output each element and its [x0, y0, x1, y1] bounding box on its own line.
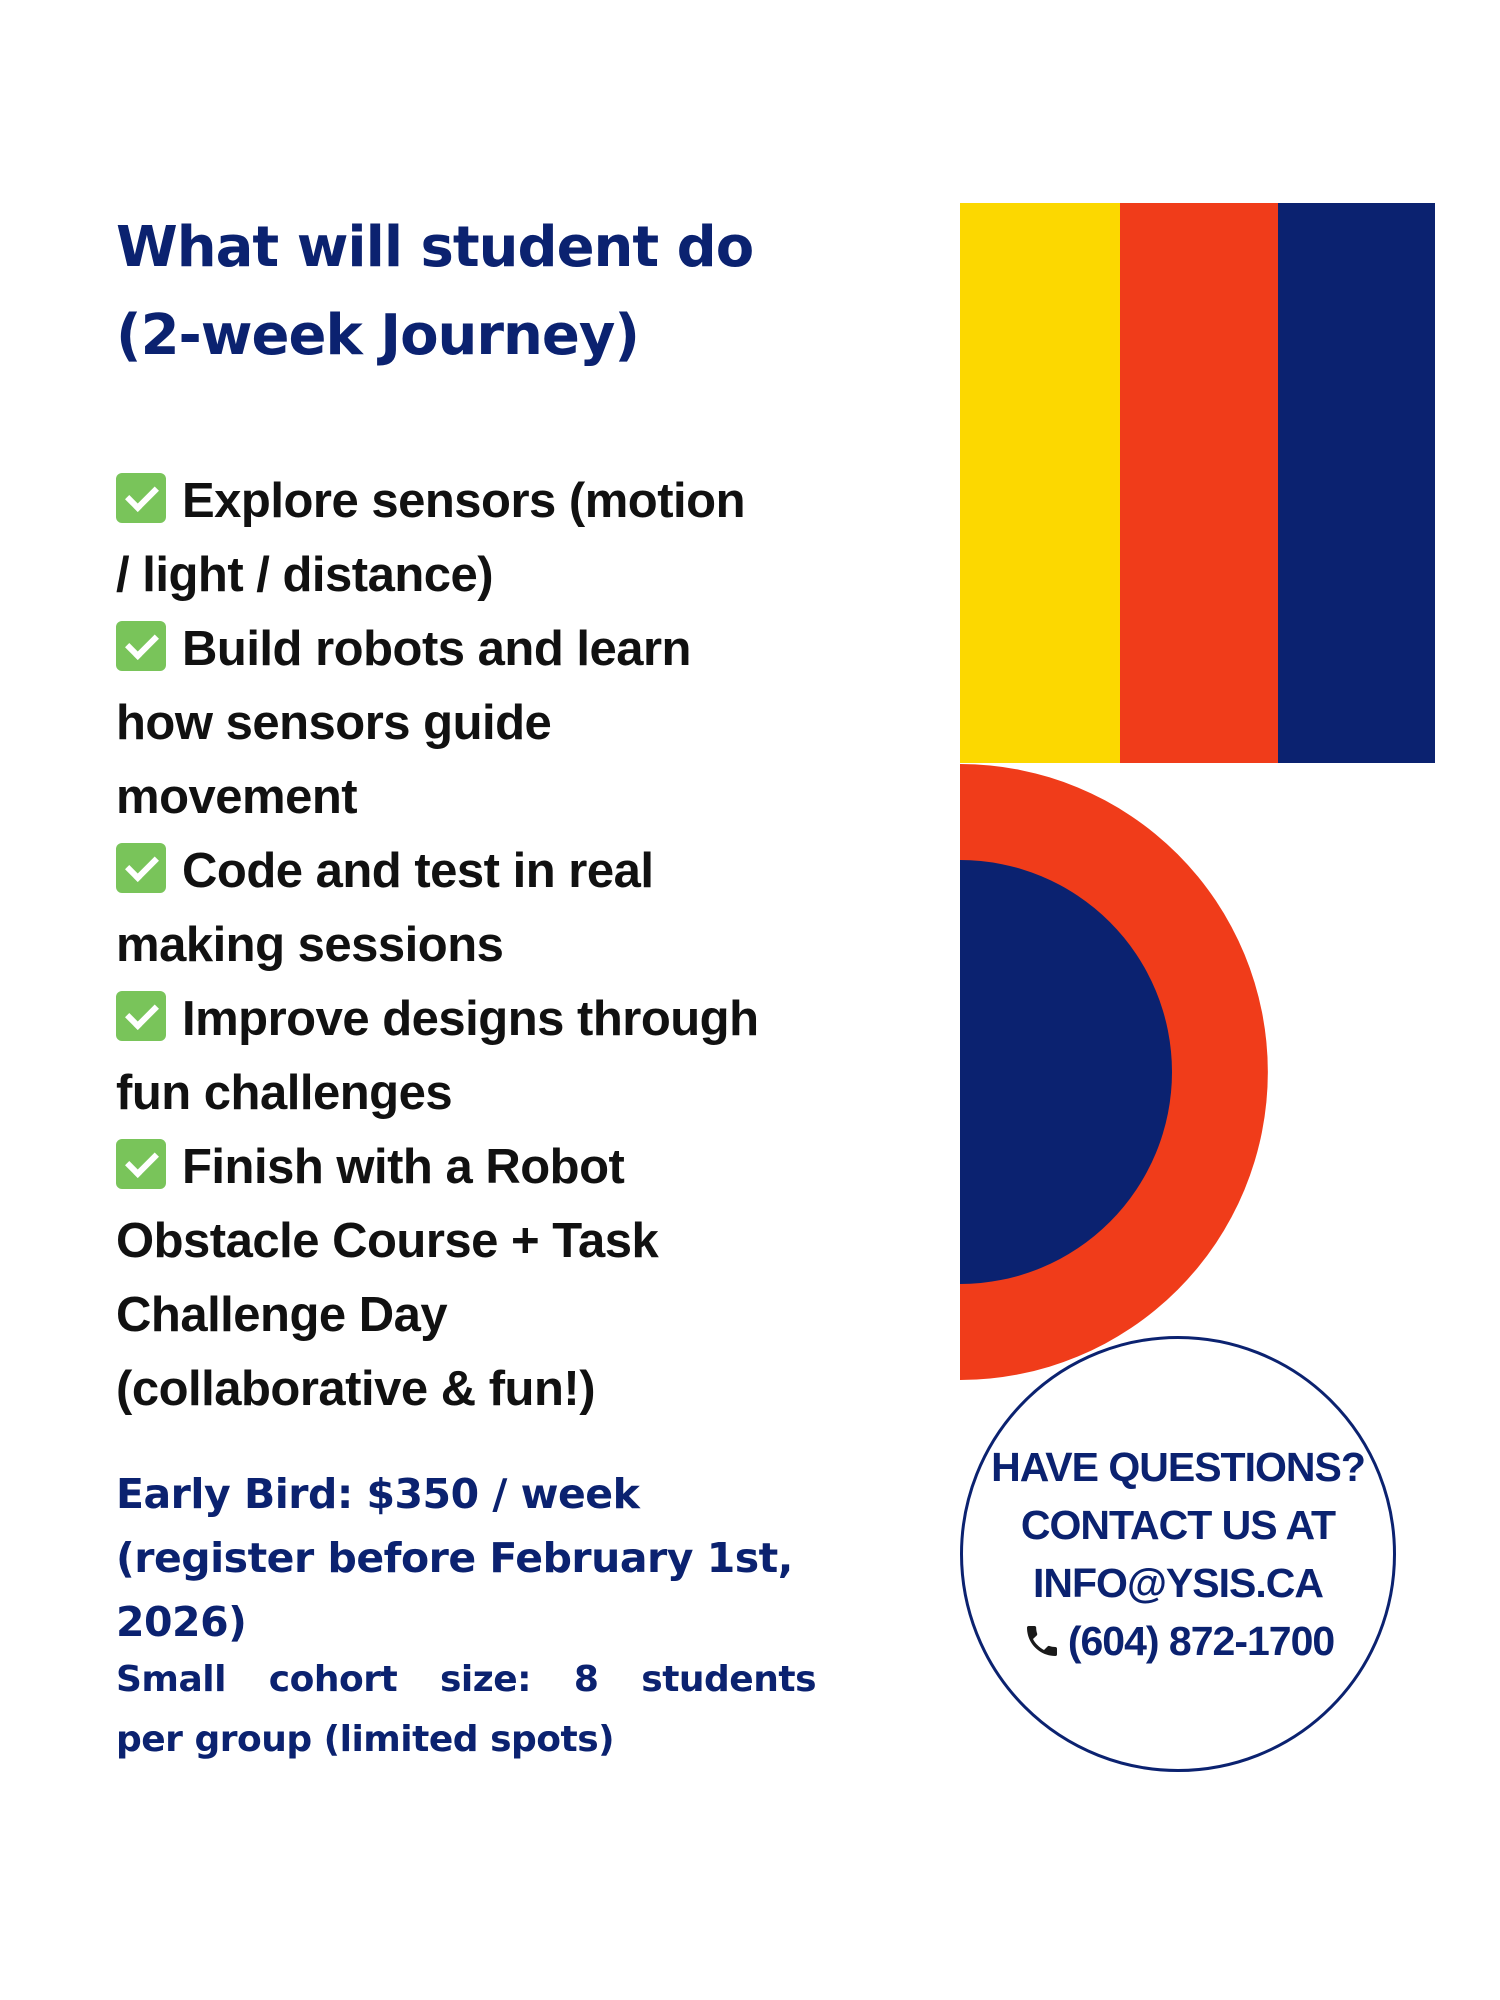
- contact-line: CONTACT US AT: [1020, 1502, 1336, 1548]
- check-mark-icon: [116, 473, 166, 523]
- early-bird-line: (register before February 1st,: [116, 1534, 793, 1582]
- check-mark-icon: [116, 843, 166, 893]
- early-bird-line: Early Bird: $350 / week: [116, 1470, 640, 1518]
- phone-icon: [1022, 1621, 1062, 1661]
- list-item-line: Code and test in real: [182, 844, 654, 898]
- list-item: [116, 1130, 796, 1426]
- red-stripe: [1120, 203, 1278, 763]
- activity-list: [116, 464, 796, 1426]
- list-item-line: Obstacle Course + Task: [116, 1214, 659, 1268]
- page-title: [116, 204, 916, 380]
- list-item-line: making sessions: [116, 918, 504, 972]
- title-line-1: What will student do: [116, 215, 754, 280]
- check-mark-icon: [116, 621, 166, 671]
- list-item: [116, 464, 796, 612]
- cohort-line: per group (limited spots): [116, 1719, 615, 1760]
- list-item-line: fun challenges: [116, 1066, 453, 1120]
- yellow-stripe: [960, 203, 1120, 763]
- list-item-line: Finish with a Robot: [182, 1140, 625, 1194]
- cohort-line: Small cohort size: 8 students: [116, 1659, 816, 1700]
- list-item-line: Explore sensors (motion: [182, 474, 746, 528]
- list-item-line: how sensors guide: [116, 696, 552, 750]
- cohort-size: [116, 1650, 816, 1770]
- list-item-line: Improve designs through: [182, 992, 759, 1046]
- title-line-2: (2-week Journey): [116, 303, 639, 368]
- list-item-line: Challenge Day: [116, 1288, 448, 1342]
- list-item-line: / light / distance): [116, 548, 494, 602]
- list-item-line: (collaborative & fun!): [116, 1362, 596, 1416]
- early-bird-line: 2026): [116, 1598, 247, 1646]
- check-mark-icon: [116, 1139, 166, 1189]
- contact-line: HAVE QUESTIONS?: [991, 1444, 1365, 1490]
- pricing-info: [116, 1462, 816, 1770]
- contact-phone: (604) 872-1700: [1067, 1618, 1335, 1664]
- contact-circle: [960, 1336, 1396, 1772]
- list-item: [116, 982, 796, 1130]
- list-item-line: movement: [116, 770, 358, 824]
- contact-email[interactable]: INFO@YSIS.CA: [1033, 1560, 1323, 1606]
- contact-phone-row[interactable]: [1022, 1612, 1334, 1670]
- list-item: [116, 612, 796, 834]
- list-item: [116, 834, 796, 982]
- early-bird-price: [116, 1462, 816, 1654]
- list-item-line: Build robots and learn: [182, 622, 691, 676]
- check-mark-icon: [116, 991, 166, 1041]
- navy-stripe: [1278, 203, 1435, 763]
